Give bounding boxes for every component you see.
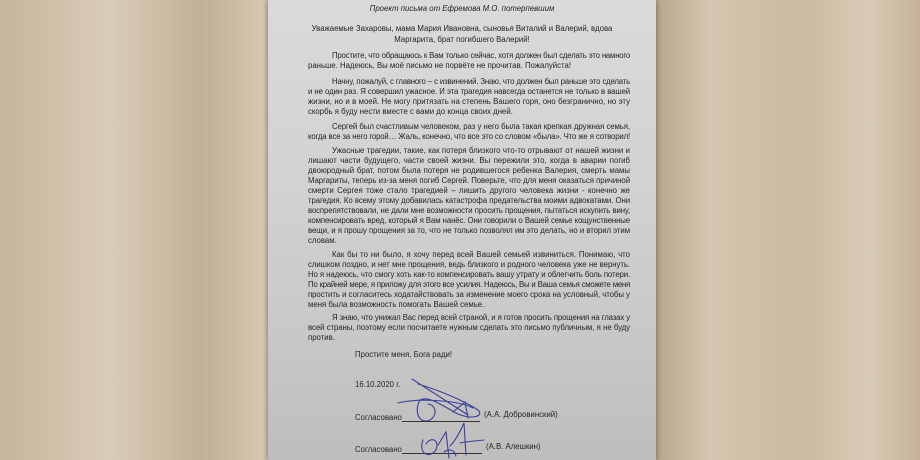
text-line: Сергей был счастливым человеком, раз у него была такая крепкая дружная семья, xyxy=(332,122,630,131)
signature-aleshkin xyxy=(422,423,484,458)
text-line: Простите, что обращаюсь к Вам только сейчас, хотя должен был сделать это намного xyxy=(332,51,630,60)
signature-dobrovinsky xyxy=(398,379,480,421)
approver-name: (А.А. Добровинский) xyxy=(484,410,558,419)
text-line: вещи, и я прошу прощения за то, что не только позволял им это делать, но и вторил этим xyxy=(308,226,630,235)
text-line: По крайней мере, я приложу для этого все усилия. Надеюсь, Вы и Ваша семья сможете меня xyxy=(308,280,630,289)
text-line: Но я надеюсь, что смогу хоть как-то компенсировать вашу утрату и облегчить боль потери. xyxy=(308,270,630,279)
text-line: когда все за него горой… Жаль, конечно, что все это со словом «была». Что же я сотворил! xyxy=(308,132,630,141)
approver-name: (А.В. Алешкин) xyxy=(486,442,541,451)
text-line: Начну, пожалуй, с главного – с извинений. Знаю, что должен был раньше это сделать xyxy=(332,77,630,86)
text-line: жизни, но и в моей. Не могу притязать на степень Вашего горя, оно безгранично, но эту xyxy=(308,97,630,106)
text-line: Ужасные трагедии, такие, как потеря близкого что-то отрывают от нашей жизни и xyxy=(332,146,630,155)
text-line: словам. xyxy=(308,236,337,245)
background-surface xyxy=(656,0,920,460)
text-line: воспрепятствовали, не дали мне возможности просить прощения, пытаться искупить вину, xyxy=(308,206,630,215)
text-line: меня была возможность помогать Вашей семье. xyxy=(308,300,485,309)
letter-title: Проект письма от Ефремова М.О. потерпевшим xyxy=(369,4,555,13)
text-line: скорбь я буду нести вместе с вами до конца своих дней. xyxy=(308,107,513,116)
text-line: и не один раз. Я совершил ужасное. И эта трагедия навсегда останется не только в вашей xyxy=(308,87,630,96)
text-line: компенсировать вред, который я Вам нанёс. Они говорили о Вашей семье кощунственные xyxy=(308,216,630,225)
greeting-line: Уважаемые Захаровы, мама Мария Ивановна, сыновья Виталий и Валерий, вдова xyxy=(311,24,613,33)
text-line: трагедия. Ко всему этому добавилась катастрофа предательства моими адвокатами. Они xyxy=(308,196,630,205)
approval-label: Согласовано xyxy=(355,413,402,422)
text-line: всей страны, поэтому если посчитаете нужным сделать это письмо публичным, я не буду xyxy=(308,323,630,332)
closing-line: Простите меня, Бога ради! xyxy=(355,350,453,359)
text-line: Как бы то ни было, я хочу перед всей Вашей семьей извиниться. Понимаю, что xyxy=(332,250,630,259)
letter-date: 16.10.2020 г. xyxy=(355,380,401,389)
text-line: простить и согласитесь ходатайствовать за изменение моего срока на условный, чтобы у xyxy=(308,290,630,299)
letter-page xyxy=(268,0,656,460)
greeting-line: Маргарита, брат погибшего Валерий! xyxy=(394,35,530,44)
text-line: слишком поздно, и нет мне прощения, ведь близкого и родного человека уже не вернуть. xyxy=(308,260,630,269)
text-line: двоюродный брат, потом была потеря не родившегося ребенка Валерия, смерть мамы xyxy=(308,166,630,175)
text-line: Я знаю, что унижал Вас перед всей страной, и я готов просить прощения на глазах у xyxy=(332,313,630,322)
text-line: Маргариты, теперь из-за меня погиб Сергей. Поверьте, что для меня оказаться причиной xyxy=(308,176,630,185)
text-line: смерти Сергея тоже стало трагедией – лишить другого человека жизни - конечно же xyxy=(308,186,630,195)
approval-label: Согласовано xyxy=(355,445,402,454)
text-line: лишают части будущего, части своей жизни. Вы пережили это, когда в аварии погиб xyxy=(308,156,630,165)
handwritten-signatures xyxy=(268,0,656,460)
text-line: против. xyxy=(308,333,335,342)
text-line: раньше. Надеюсь, Вы моё письмо не порвёте не прочитав. Пожалуйста! xyxy=(308,61,572,70)
